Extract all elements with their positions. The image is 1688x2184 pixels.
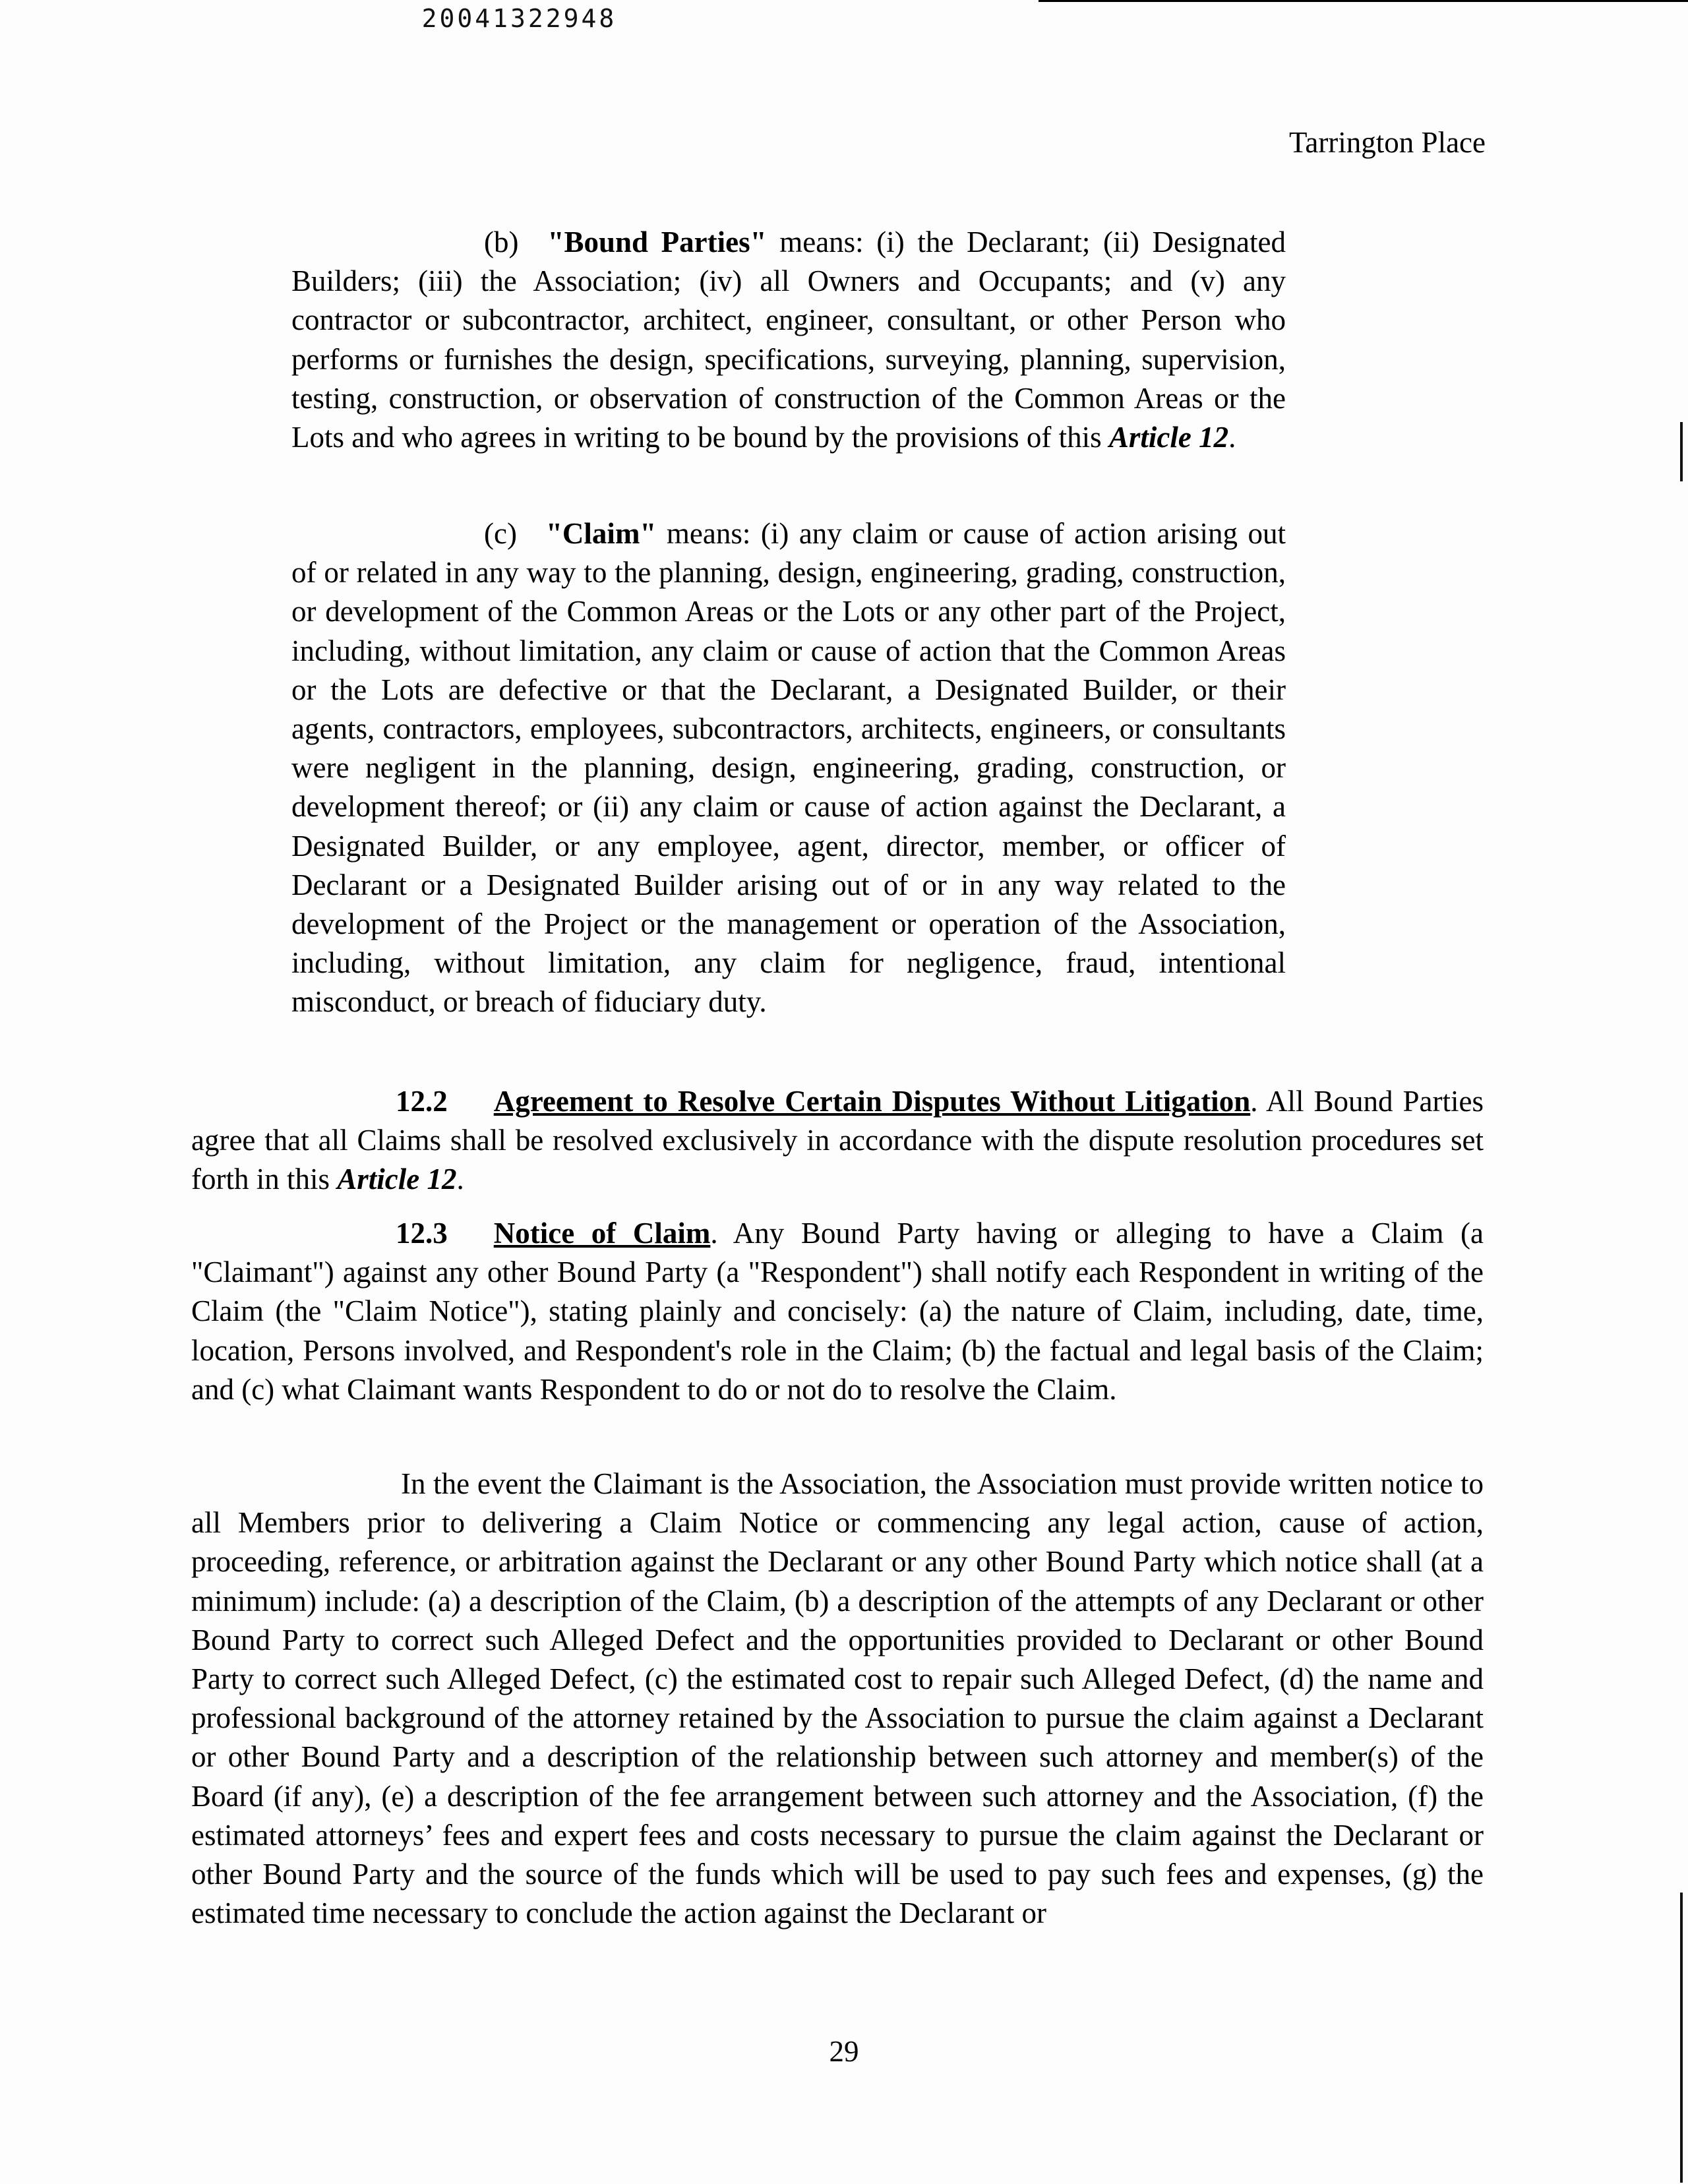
section-heading: Agreement to Resolve Certain Disputes Without Litigation	[493, 1085, 1251, 1118]
definition-bound-parties	[291, 223, 1286, 457]
article-reference: Article 12	[1108, 421, 1229, 454]
section-text: . All Bound Parties agree that all Claims shall be resolved exclusively in accordance with the dispute resolution procedures set forth in this	[191, 1085, 1484, 1196]
section-12-3	[191, 1214, 1484, 1409]
section-12-2	[191, 1082, 1484, 1199]
definition-text: means: (i) any claim or cause of action arising out of or related in any way to the planning, design, engineering, grading, construction, or development of the Common Areas or the Lots or any other part of the Project, including, without limitation, any claim or cause of action that the Common Areas or the Lots are defective or that the Declarant, a Designated Builder, or their agents, contractors, employees, subcontractors, architects, engineers, or consultants were negligent in the planning, design, engineering, grading, construction, or development thereof; or (ii) any claim or cause of action against the Declarant, a Designated Builder, or any employee, agent, director, member, or officer of Declarant or a Designated Builder arising out of or in any way related to the development of the Project or the management or operation of the Association, including, without limitation, any claim for negligence, fraud, intentional misconduct, or breach of fiduciary duty.	[291, 517, 1286, 1019]
punctuation: .	[1228, 421, 1236, 454]
right-edge-mark	[1680, 422, 1683, 481]
section-number: 12.2	[396, 1085, 448, 1118]
section-number: 12.3	[396, 1217, 448, 1250]
article-reference: Article 12	[337, 1163, 457, 1196]
punctuation: .	[456, 1163, 464, 1196]
defined-term: "Bound Parties"	[547, 226, 767, 258]
item-marker: (b)	[484, 226, 519, 258]
page-number: 29	[829, 2035, 859, 2068]
association-notice-paragraph: In the event the Claimant is the Association, the Association must provide written notice to all Members prior to delivering a Claim Notice or commencing any legal action, cause of action, proceeding, reference, or arbitration against the Declarant or any other Bound Party which notice shall (at a minimum) include: (a) a description of the Claim, (b) a description of the attempts of any Declarant or other Bound Party to correct such Alleged Defect and the opportunities provided to Declarant or other Bound Party to correct such Alleged Defect, (c) the estimated cost to repair such Alleged Defect, (d) the name and professional background of the attorney retained by the Association to pursue the claim against a Declarant or other Bound Party and a description of the relationship between such attorney and member(s) of the Board (if any), (e) a description of the fee arrangement between such attorney and the Association, (f) the estimated attorneys’ fees and expert fees and costs necessary to pursue the claim against the Declarant or other Bound Party and the source of the funds which will be used to pay such fees and expenses, (g) the estimated time necessary to conclude the action against the Declarant or	[191, 1467, 1484, 1930]
top-rule	[1039, 0, 1688, 2]
definition-text: means: (i) the Declarant; (ii) Designated Builders; (iii) the Association; (iv) all Owners and Occupants; and (v) any contractor or subcontractor, architect, engineer, consultant, or other Person who performs or furnishes the design, specifications, surveying, planning, supervision, testing, construction, or observation of construction of the Common Areas or the Lots and who agrees in writing to be bound by the provisions of this	[291, 226, 1286, 454]
item-marker: (c)	[484, 517, 517, 550]
running-header: Tarrington Place	[1289, 126, 1486, 159]
document-number: 20041322948	[421, 4, 617, 33]
definition-claim	[291, 514, 1286, 1022]
section-heading: Notice of Claim	[493, 1217, 711, 1250]
defined-term: "Claim"	[545, 517, 657, 550]
section-text: . Any Bound Party having or alleging to have a Claim (a "Claimant") against any other Bound Party (a "Respondent") shall notify each Respondent in writing of the Claim (the "Claim Notice"), stating plainly and concisely: (a) the nature of Claim, including, date, time, location, Persons involved, and Respondent's role in the Claim; (b) the factual and legal basis of the Claim; and (c) what Claimant wants Respondent to do or not do to resolve the Claim.	[191, 1217, 1484, 1406]
